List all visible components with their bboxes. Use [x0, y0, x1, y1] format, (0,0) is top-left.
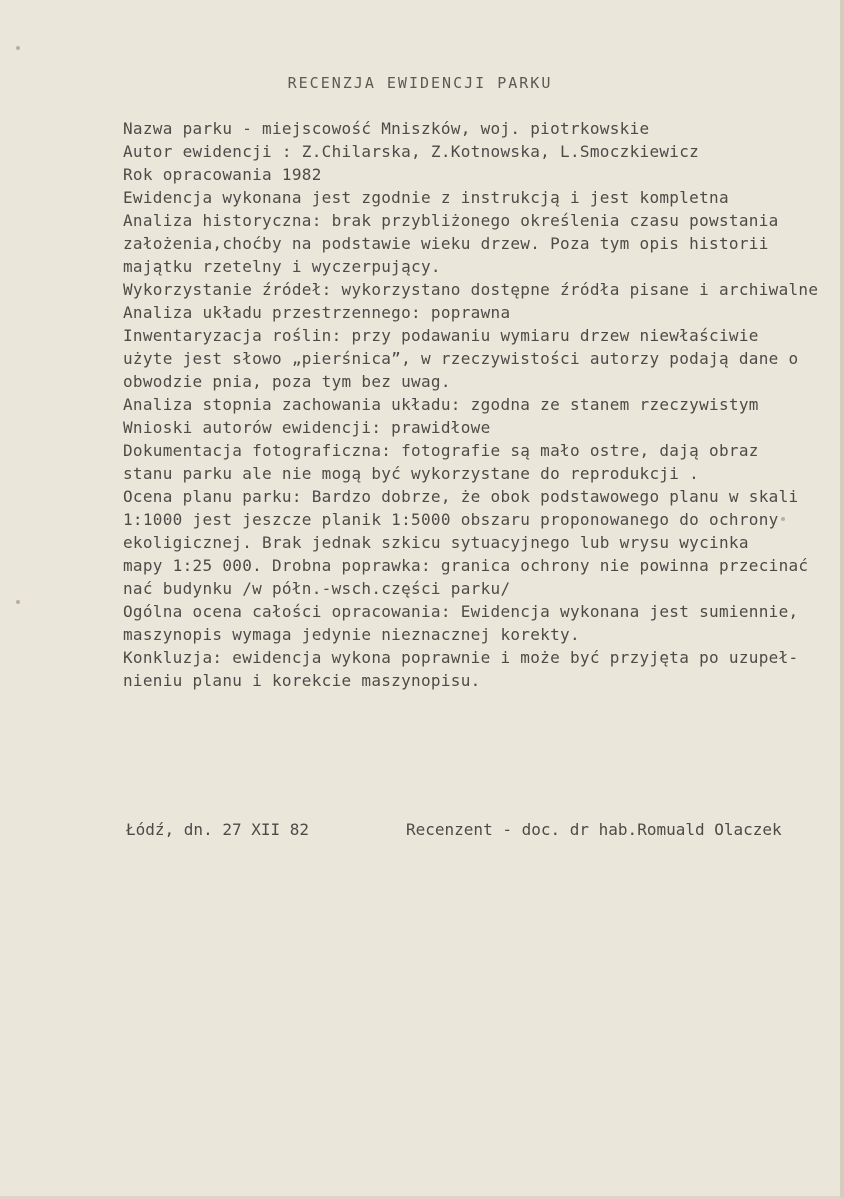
text-line: Rok opracowania 1982	[123, 165, 322, 184]
text-line: Analiza historyczna: brak przybliżonego określenia czasu powstania	[123, 211, 779, 230]
place-date: Łódź, dn. 27 XII 82	[126, 820, 310, 839]
text-line: maszynopis wymaga jedynie nieznacznej korekty.	[123, 625, 580, 644]
paper-speck	[16, 600, 20, 604]
paper-speck	[16, 46, 20, 50]
text-line: Wnioski autorów ewidencji: prawidłowe	[123, 418, 491, 437]
reviewer-signature-line: Recenzent - doc. dr hab.Romuald Olaczek	[406, 820, 782, 839]
text-line: obwodzie pnia, poza tym bez uwag.	[123, 372, 451, 391]
text-line: Ewidencja wykonana jest zgodnie z instrukcją i jest kompletna	[123, 188, 729, 207]
text-line: Analiza układu przestrzennego: poprawna	[123, 303, 511, 322]
text-line: Ocena planu parku: Bardzo dobrze, że obok podstawowego planu w skali	[123, 487, 799, 506]
text-line: ekoligicznej. Brak jednak szkicu sytuacyjnego lub wrysu wycinka	[123, 533, 749, 552]
document-title: RECENZJA EWIDENCJI PARKU	[287, 74, 553, 92]
text-line: mapy 1:25 000. Drobna poprawka: granica ochrony nie powinna przecinać	[123, 556, 809, 575]
text-line: Wykorzystanie źródeł: wykorzystano dostępne źródła pisane i archiwalne	[123, 280, 819, 299]
text-line: stanu parku ale nie mogą być wykorzystane do reprodukcji .	[123, 464, 700, 483]
text-line: Autor ewidencji : Z.Chilarska, Z.Kotnowska, L.Smoczkiewicz	[123, 142, 700, 161]
text-line: 1:1000 jest jeszcze planik 1:5000 obszaru proponowanego do ochrony	[123, 510, 779, 529]
text-line: Dokumentacja fotograficzna: fotografie są mało ostre, dają obraz	[123, 441, 759, 460]
text-line: Ogólna ocena całości opracowania: Ewidencja wykonana jest sumiennie,	[123, 602, 799, 621]
text-line: założenia,choćby na podstawie wieku drzew. Poza tym opis historii	[123, 234, 769, 253]
text-line: użyte jest słowo „pierśnica”, w rzeczywistości autorzy podają dane o	[123, 349, 799, 368]
text-line: nieniu planu i korekcie maszynopisu.	[123, 671, 481, 690]
text-line: Inwentaryzacja roślin: przy podawaniu wymiaru drzew niewłaściwie	[123, 326, 759, 345]
text-line: majątku rzetelny i wyczerpujący.	[123, 257, 441, 276]
text-line: Nazwa parku - miejscowość Mniszków, woj. piotrkowskie	[123, 119, 650, 138]
document-body	[123, 117, 843, 692]
text-line: nać budynku /w półn.-wsch.części parku/	[123, 579, 511, 598]
text-line: Konkluzja: ewidencja wykona poprawnie i może być przyjęta po uzupeł-	[123, 648, 799, 667]
text-line: Analiza stopnia zachowania układu: zgodna ze stanem rzeczywistym	[123, 395, 759, 414]
